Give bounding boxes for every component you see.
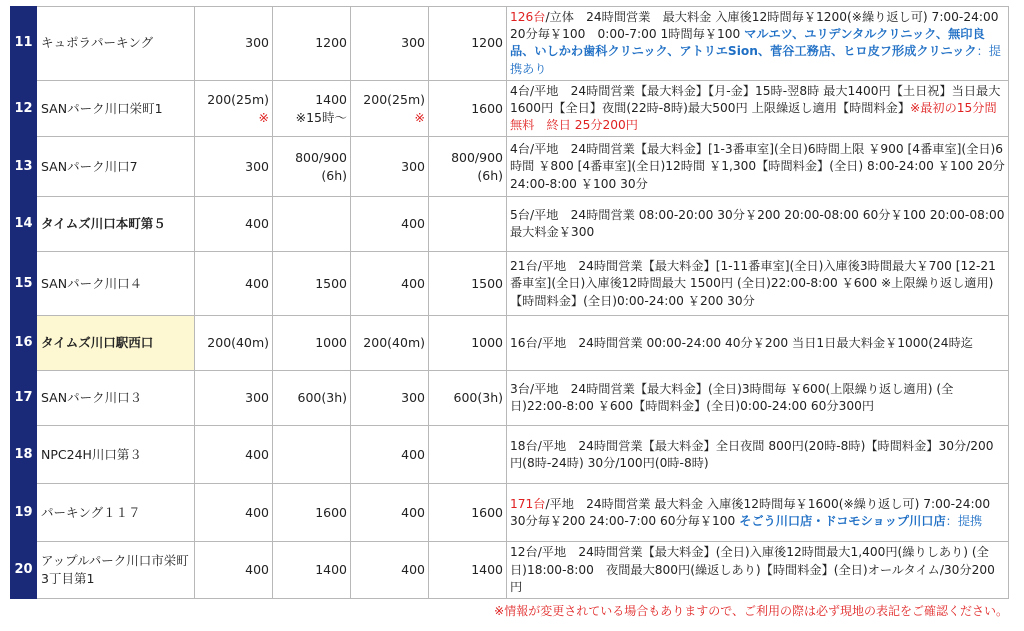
price-value: 1400 bbox=[471, 562, 503, 578]
price-value: 1600 bbox=[315, 504, 347, 520]
description-text: 16台/平地 24時間営業 00:00-24:00 40分￥200 当日1日最大料金￥1000(24時迄 bbox=[510, 335, 973, 350]
description-text: 21台/平地 24時間営業【最大料金】[1-11番車室](全日)入庫後3時間最大￥700 [12-21番車室](全日)入庫後12時間最大 1500円 (全日)22:00-8:00 ￥600 ※上限繰り返し適用)【時間料金】(全日)0:00-24:00 ￥200 30分 bbox=[510, 259, 996, 308]
price-cell-v4 bbox=[429, 80, 507, 137]
capacity: 171台 bbox=[510, 496, 546, 511]
price-cell-v2 bbox=[273, 137, 351, 197]
price-cell-v1 bbox=[195, 80, 273, 137]
price-cell-v3 bbox=[351, 316, 429, 371]
row-number: 12 bbox=[11, 80, 37, 137]
price-value: 300 bbox=[245, 158, 269, 174]
parking-description bbox=[507, 484, 1009, 542]
price-value: 1200 bbox=[315, 35, 347, 51]
description-text: 12台/平地 24時間営業【最大料金】(全日)入庫後12時間最大1,400円(繰りしあり) (全日)18:00-8:00 夜間最大800円(繰返しあり)【時間料金】(全日)オールタイム/30分200円 bbox=[510, 545, 995, 594]
table-row bbox=[11, 542, 1009, 599]
price-cell-v1 bbox=[195, 371, 273, 426]
price-cell-v2 bbox=[273, 542, 351, 599]
price-value: 200(40m) bbox=[363, 335, 425, 351]
description-text: 3台/平地 24時間営業【最大料金】(全日)3時間毎 ￥600(上限繰り返し適用) (全日)22:00-8:00 ￥600【時間料金】(全日)0:00-24:00 60分300円 bbox=[510, 382, 954, 414]
parking-description bbox=[507, 542, 1009, 599]
price-value: 400 bbox=[401, 562, 425, 578]
parking-description bbox=[507, 252, 1009, 316]
price-note: (6h) bbox=[477, 167, 503, 183]
description-text: 18台/平地 24時間営業【最大料金】全日夜間 800円(20時-8時)【時間料金】30分/200円(8時-24時) 30分/100円(0時-8時) bbox=[510, 438, 994, 470]
price-cell-v2 bbox=[273, 484, 351, 542]
price-value: 400 bbox=[245, 504, 269, 520]
description-note: ※最初の15分間無料 終日 25分200円 bbox=[510, 101, 997, 133]
price-value: 400 bbox=[401, 216, 425, 232]
price-value: 400 bbox=[401, 446, 425, 462]
parking-name: アップルパーク川口市栄町3丁目第1 bbox=[37, 542, 195, 599]
parking-description bbox=[507, 80, 1009, 137]
price-value: 1400 bbox=[315, 91, 347, 107]
table-row bbox=[11, 371, 1009, 426]
price-cell-v3 bbox=[351, 7, 429, 81]
price-value: 400 bbox=[245, 275, 269, 291]
row-number: 13 bbox=[11, 137, 37, 197]
price-value: 800/900 bbox=[451, 149, 503, 165]
price-cell-v4 bbox=[429, 426, 507, 484]
price-value: 400 bbox=[245, 562, 269, 578]
price-value: 1400 bbox=[315, 562, 347, 578]
parking-name: パーキング１１７ bbox=[37, 484, 195, 542]
price-value: 1500 bbox=[471, 275, 503, 291]
price-cell-v1 bbox=[195, 252, 273, 316]
row-number: 15 bbox=[11, 252, 37, 316]
table-body bbox=[11, 7, 1009, 599]
table-row bbox=[11, 426, 1009, 484]
price-cell-v2 bbox=[273, 80, 351, 137]
price-value: 400 bbox=[401, 504, 425, 520]
price-cell-v3 bbox=[351, 252, 429, 316]
price-value: 200(40m) bbox=[207, 335, 269, 351]
parking-table-container bbox=[10, 6, 1014, 619]
price-cell-v3 bbox=[351, 371, 429, 426]
row-number: 16 bbox=[11, 316, 37, 371]
parking-name: タイムズ川口駅西口 bbox=[37, 316, 195, 371]
price-value: 1000 bbox=[471, 335, 503, 351]
price-cell-v2 bbox=[273, 426, 351, 484]
price-value: 600(3h) bbox=[297, 390, 347, 406]
parking-name: SANパーク川口栄町1 bbox=[37, 80, 195, 137]
parking-name: キュポラパーキング bbox=[37, 7, 195, 81]
row-number: 20 bbox=[11, 542, 37, 599]
description-text: /平地 24時間営業 最大料金 入庫後12時間毎￥1600(※繰り返し可) 7:00-24:00 30分毎￥200 24:00-7:00 60分毎￥100 bbox=[510, 496, 991, 528]
price-value: 1600 bbox=[471, 504, 503, 520]
price-value: 200(25m) bbox=[363, 91, 425, 107]
parking-name: NPC24H川口第３ bbox=[37, 426, 195, 484]
footer-note: ※情報が変更されている場合もありますので、ご利用の際は必ず現地の表記をご確認ください。 bbox=[494, 604, 1008, 619]
price-value: 400 bbox=[401, 275, 425, 291]
parking-description bbox=[507, 137, 1009, 197]
partner-tag: ：提携あり bbox=[510, 44, 1001, 76]
price-cell-v3 bbox=[351, 426, 429, 484]
row-number: 17 bbox=[11, 371, 37, 426]
parking-description bbox=[507, 426, 1009, 484]
price-cell-v2 bbox=[273, 371, 351, 426]
parking-description bbox=[507, 371, 1009, 426]
parking-name: SANパーク川口7 bbox=[37, 137, 195, 197]
description-text: 4台/平地 24時間営業【最大料金】【月-金】15時-翌8時 最大1400円【土日祝】当日最大1600円【全日】夜間(22時-8時)最大500円 上限繰返し適用【時間料金】 bbox=[510, 83, 1001, 116]
price-value: 300 bbox=[245, 390, 269, 406]
price-value: 400 bbox=[245, 446, 269, 462]
price-cell-v1 bbox=[195, 484, 273, 542]
description-text: 5台/平地 24時間営業 08:00-20:00 30分￥200 20:00-08:00 60分￥100 20:00-08:00 最大料金￥300 bbox=[510, 208, 1005, 240]
capacity: 126台 bbox=[510, 10, 546, 24]
row-number: 19 bbox=[11, 484, 37, 542]
price-cell-v2 bbox=[273, 252, 351, 316]
price-cell-v1 bbox=[195, 197, 273, 252]
price-value: 300 bbox=[401, 158, 425, 174]
table-row bbox=[11, 316, 1009, 371]
price-value: 300 bbox=[401, 35, 425, 51]
row-number: 11 bbox=[11, 7, 37, 81]
parking-name: SANパーク川口４ bbox=[37, 252, 195, 316]
price-cell-v3 bbox=[351, 80, 429, 137]
row-number: 18 bbox=[11, 426, 37, 484]
price-cell-v1 bbox=[195, 316, 273, 371]
partner-stores: マルエツ、ユリデンタルクリニック、無印良品、いしかわ歯科クリニック、アトリエSion、菅谷工務店、ヒロ皮フ形成クリニック bbox=[510, 27, 985, 59]
price-value: 300 bbox=[401, 390, 425, 406]
price-value: 1000 bbox=[315, 335, 347, 351]
partner-stores: そごう川口店・ドコモショップ川口店 bbox=[739, 513, 946, 528]
price-note: (6h) bbox=[321, 167, 347, 183]
price-note: ※ bbox=[258, 109, 269, 125]
partner-tag: ：提携 bbox=[945, 513, 983, 528]
price-cell-v2 bbox=[273, 7, 351, 81]
price-cell-v4 bbox=[429, 137, 507, 197]
price-cell-v3 bbox=[351, 137, 429, 197]
price-cell-v1 bbox=[195, 542, 273, 599]
price-cell-v4 bbox=[429, 7, 507, 81]
price-value: 1600 bbox=[471, 100, 503, 116]
price-cell-v3 bbox=[351, 484, 429, 542]
price-note: ※ bbox=[414, 109, 425, 125]
price-cell-v4 bbox=[429, 542, 507, 599]
table-row bbox=[11, 252, 1009, 316]
price-cell-v3 bbox=[351, 197, 429, 252]
price-value: 1200 bbox=[471, 35, 503, 51]
price-value: 800/900 bbox=[295, 149, 347, 165]
parking-name: SANパーク川口３ bbox=[37, 371, 195, 426]
price-value: 300 bbox=[245, 35, 269, 51]
parking-description bbox=[507, 7, 1009, 81]
price-value: 1500 bbox=[315, 275, 347, 291]
price-cell-v2 bbox=[273, 197, 351, 252]
price-cell-v1 bbox=[195, 137, 273, 197]
price-note: ※15時～ bbox=[295, 109, 347, 125]
price-cell-v1 bbox=[195, 7, 273, 81]
description-text: /立体 24時間営業 最大料金 入庫後12時間毎￥1200(※繰り返し可) 7:00-24:00 20分毎￥100 0:00-7:00 1時間毎￥100 bbox=[510, 10, 999, 42]
price-value: 200(25m) bbox=[207, 91, 269, 107]
price-cell-v2 bbox=[273, 316, 351, 371]
parking-description bbox=[507, 316, 1009, 371]
table-row bbox=[11, 484, 1009, 542]
row-number: 14 bbox=[11, 197, 37, 252]
price-cell-v4 bbox=[429, 484, 507, 542]
price-cell-v3 bbox=[351, 542, 429, 599]
table-row bbox=[11, 137, 1009, 197]
parking-description bbox=[507, 197, 1009, 252]
price-cell-v4 bbox=[429, 252, 507, 316]
price-cell-v4 bbox=[429, 371, 507, 426]
description-text: 4台/平地 24時間営業【最大料金】[1-3番車室](全日)6時間上限 ￥900 [4番車室](全日)6時間 ￥800 [4番車室](全日)12時間 ￥1,300【時間料金】(全日) 8:00-24:00 ￥100 20分 24:00-8:00 ￥100 30分 bbox=[510, 142, 1005, 191]
price-value: 400 bbox=[245, 216, 269, 232]
table-row bbox=[11, 7, 1009, 81]
table-row bbox=[11, 80, 1009, 137]
price-cell-v1 bbox=[195, 426, 273, 484]
price-cell-v4 bbox=[429, 316, 507, 371]
table-row bbox=[11, 197, 1009, 252]
parking-name: タイムズ川口本町第５ bbox=[37, 197, 195, 252]
parking-table bbox=[10, 6, 1009, 599]
price-cell-v4 bbox=[429, 197, 507, 252]
price-value: 600(3h) bbox=[453, 390, 503, 406]
